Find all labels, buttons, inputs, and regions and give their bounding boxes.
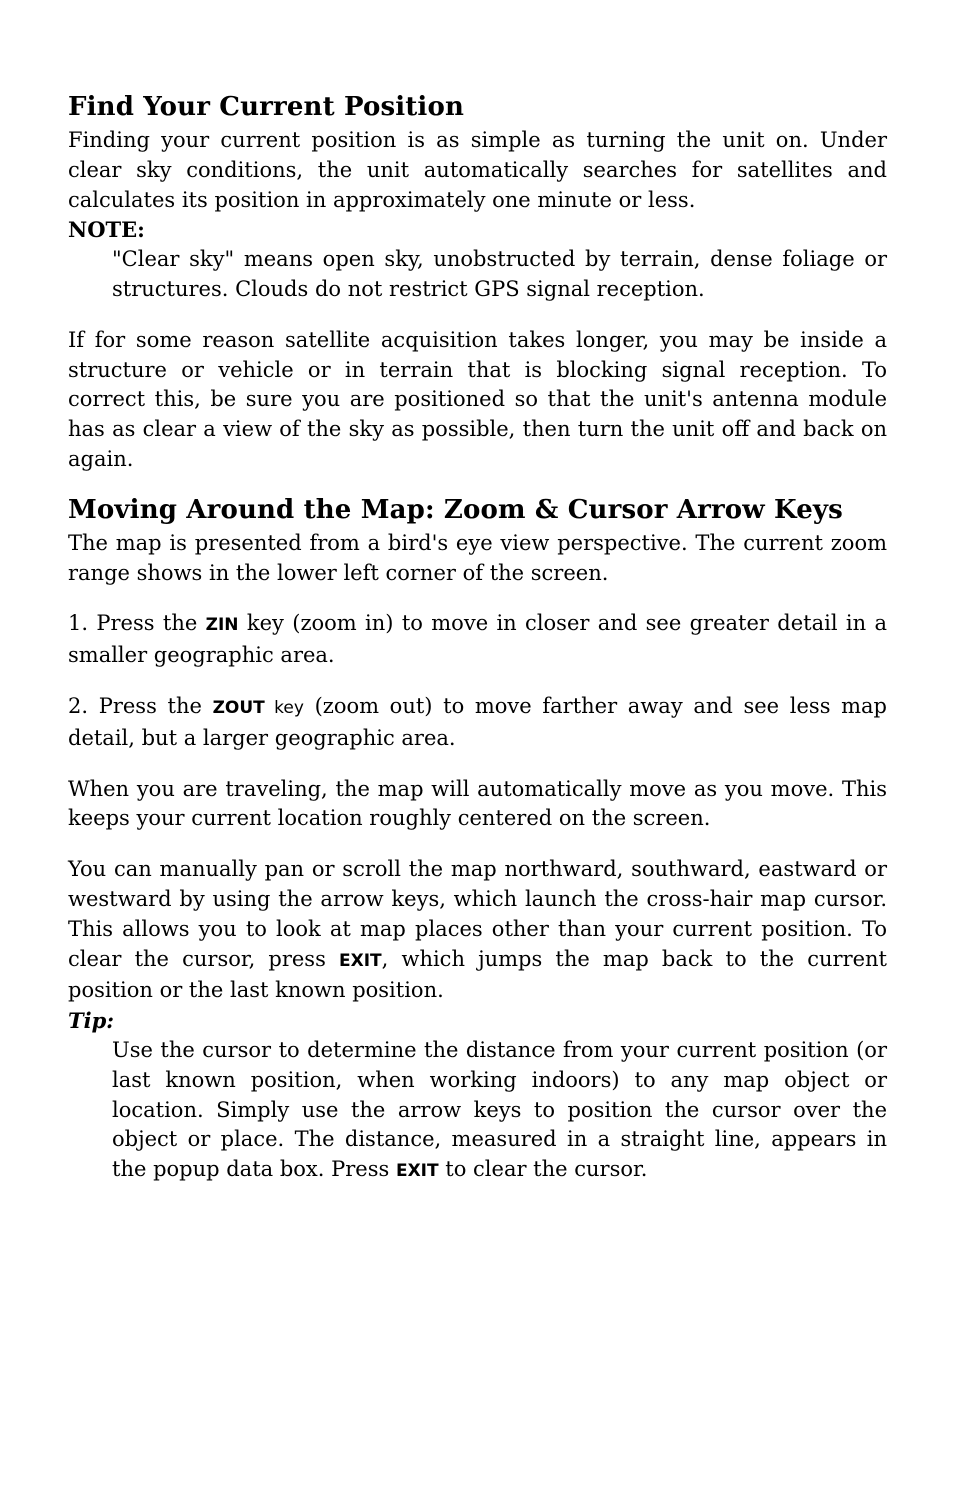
note-text: "Clear sky" means open sky, unobstructed by terrain, dense foliage or structures. Clouds do not restrict GPS signal reception. <box>112 247 887 301</box>
zoom-in-step-prefix: 1. Press the <box>68 611 206 636</box>
section-heading-moving-map: Moving Around the Map: Zoom & Cursor Arrow Keys <box>68 494 843 525</box>
traveling-paragraph: When you are traveling, the map will automatically move as you move. This keeps your current location roughly centered on the screen. <box>68 776 887 831</box>
note-label: NOTE: <box>68 217 145 243</box>
tip-label: Tip: <box>68 1008 115 1034</box>
exit-key-label: EXIT <box>339 950 382 971</box>
panning-text-end: , which jumps the map back to the current position or the last known position. <box>68 946 887 1003</box>
zoom-out-step-text: (zoom out) to move farther away and see less map detail, but a larger geographic area. <box>68 693 888 750</box>
zin-key-label: ZIN <box>205 615 239 636</box>
zoom-out-step-prefix: 2. Press the <box>68 693 213 718</box>
tip-text-start: Use the cursor to determine the distance from your current position (or last known position, when working indoors) to any map object or location. Simply use the arrow keys to position the cursor over the object or place. The distance, measured in a straight line, appears in the popup data box. Press <box>112 1037 887 1182</box>
zoom-in-step-text: key (zoom in) to move in closer and see greater detail in a smaller geographic area. <box>68 611 888 668</box>
zoom-in-step <box>68 609 887 671</box>
zoom-out-step <box>68 692 887 754</box>
map-perspective-paragraph: The map is presented from a bird's eye view perspective. The current zoom range shows in the lower left corner of the screen. <box>68 530 887 585</box>
tip-text-end: to clear the cursor. <box>438 1157 648 1182</box>
panning-paragraph <box>68 855 887 1006</box>
zout-key-word: key <box>264 697 304 718</box>
manual-page <box>68 88 887 1187</box>
panning-text-start: You can manually pan or scroll the map northward, southward, eastward or westward by using the arrow keys, which launch the cross-hair map cursor. This allows you to look at map places other than your current position. To clear the cursor, press <box>68 857 887 971</box>
intro-paragraph: Finding your current position is as simple as turning the unit on. Under clear sky conditions, the unit automatically searches for satellites and calculates its position in approximately one minute or less. <box>68 128 887 212</box>
tip-exit-key-label: EXIT <box>395 1161 439 1182</box>
acquisition-paragraph: If for some reason satellite acquisition takes longer, you may be inside a structure or vehicle or in terrain that is blocking signal reception. To correct this, be sure you are positioned so that the unit's antenna module has as clear a view of the sky as possible, then turn the unit off and back on again. <box>68 327 887 471</box>
tip-text <box>112 1036 887 1187</box>
zout-key-label: ZOUT <box>212 697 265 718</box>
section-heading-find-position: Find Your Current Position <box>68 92 465 122</box>
